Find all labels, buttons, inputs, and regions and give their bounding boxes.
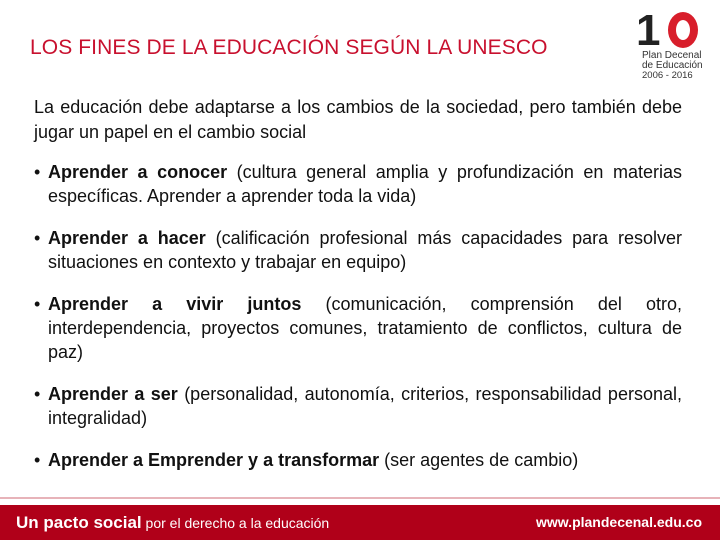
list-item <box>34 382 682 430</box>
logo-line-3: 2006 - 2016 <box>642 70 693 81</box>
logo-line-2: de Educación <box>642 60 703 71</box>
goal-name: Aprender a vivir juntos <box>48 294 302 314</box>
list-item <box>34 448 682 472</box>
goal-description: (ser agentes de cambio) <box>379 450 579 470</box>
goal-name: Aprender a ser <box>48 384 178 404</box>
goal-name: Aprender a conocer <box>48 162 228 182</box>
goals-list <box>34 160 682 472</box>
footer-slogan <box>16 513 329 533</box>
goal-name: Aprender a Emprender y a transformar <box>48 450 380 470</box>
footer-website-link[interactable]: www.plandecenal.edu.co <box>536 514 702 530</box>
goal-description: (cultura general amplia y profundización en materias específicas. Aprender a aprender toda la vida) <box>48 162 682 206</box>
list-item <box>34 226 682 274</box>
footer-divider <box>0 497 720 499</box>
footer-slogan-bold: Un pacto social <box>16 513 142 532</box>
goal-description: (comunicación, comprensión del otro, interdependencia, proyectos comunes, tratamiento de conflictos, cultura de paz) <box>48 294 682 362</box>
plan-decenal-logo <box>634 6 714 86</box>
goal-description: (calificación profesional más capacidades para resolver situaciones en contexto y trabajar en equipo) <box>48 228 682 272</box>
bullet-icon: • <box>34 294 41 314</box>
goal-description: (personalidad, autonomía, criterios, responsabilidad personal, integralidad) <box>48 384 682 428</box>
logo-number: 1 <box>636 6 657 55</box>
logo-zero-icon <box>668 12 698 48</box>
intro-paragraph: La educación debe adaptarse a los cambios de la sociedad, pero también debe jugar un papel en el cambio social <box>34 97 682 142</box>
bullet-icon: • <box>34 384 41 404</box>
bullet-icon: • <box>34 162 41 182</box>
logo-line-1: Plan Decenal <box>642 50 702 61</box>
footer-bar <box>0 505 720 540</box>
bullet-icon: • <box>34 228 41 248</box>
list-item <box>34 292 682 364</box>
bullet-icon: • <box>34 450 41 470</box>
footer-slogan-rest: por el derecho a la educación <box>141 515 330 531</box>
goal-name: Aprender a hacer <box>48 228 206 248</box>
page-title: LOS FINES DE LA EDUCACIÓN SEGÚN LA UNESCO <box>30 36 548 59</box>
list-item <box>34 160 682 208</box>
